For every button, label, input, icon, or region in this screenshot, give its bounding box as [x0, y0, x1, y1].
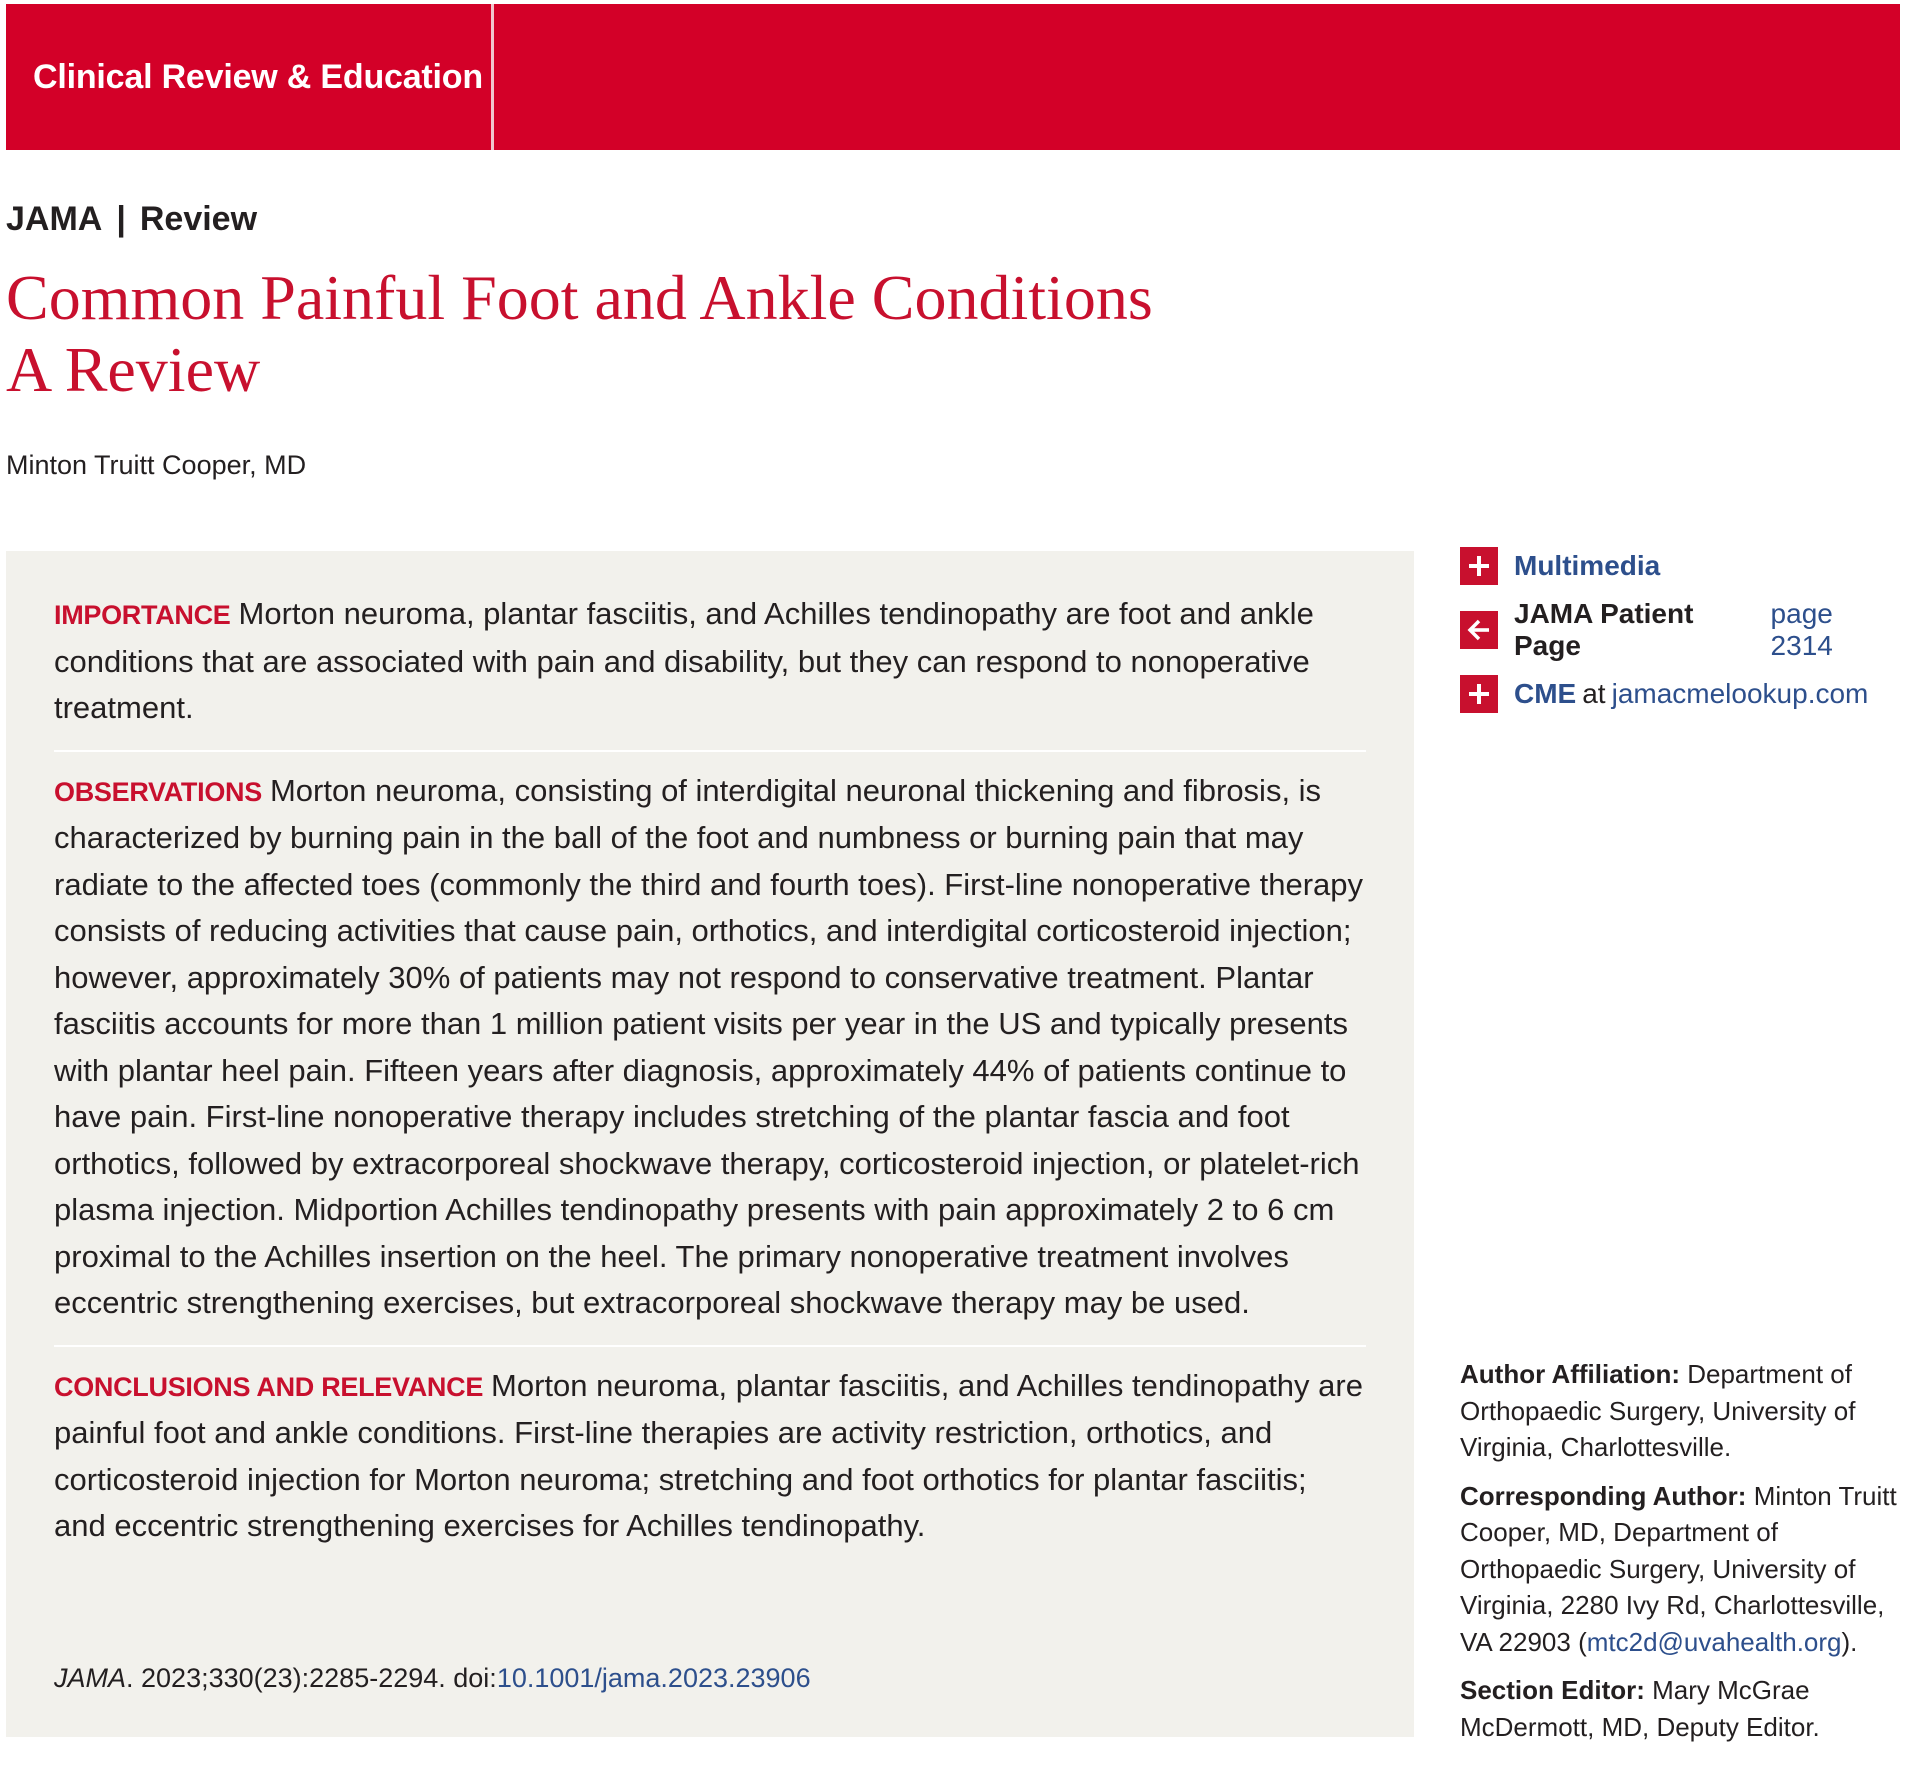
affiliation-text: Department of Orthopaedic Surgery, University of Virginia, Charlottesville. [1460, 1359, 1856, 1462]
citation-journal: JAMA [54, 1663, 127, 1693]
abstract-divider [54, 1345, 1366, 1347]
citation [54, 1663, 811, 1694]
section-editor-label: Section Editor: [1460, 1675, 1645, 1705]
abstract-conclusions [54, 1363, 1364, 1550]
patient-page-label: JAMA Patient Page [1514, 598, 1694, 661]
multimedia-link[interactable] [1460, 534, 1900, 598]
importance-text: Morton neuroma, plantar fasciitis, and Achilles tendinopathy are foot and ankle conditions that are associated with pain and disability, but they can respond to nonoperative treatment. [54, 596, 1314, 725]
abstract-divider [54, 750, 1366, 752]
patient-page-number[interactable]: page 2314 [1770, 598, 1833, 661]
section-editor [1460, 1672, 1900, 1745]
multimedia-label: Multimedia [1514, 550, 1661, 581]
observations-heading: OBSERVATIONS [54, 776, 262, 807]
cme-label: CME [1514, 678, 1577, 709]
plus-icon [1460, 675, 1498, 713]
cme-url[interactable]: jamacmelookup.com [1611, 678, 1869, 709]
title-line-2: A Review [6, 334, 261, 405]
article-title [6, 262, 1153, 406]
title-line-1: Common Painful Foot and Ankle Conditions [6, 262, 1153, 333]
sidebar-links [1460, 534, 1900, 726]
corresponding-text: Minton Truitt Cooper, MD, Department of Orthopaedic Surgery, University of Virginia, 2280 Ivy Rd, Charlottesville, VA 22903 ( [1460, 1480, 1897, 1657]
conclusions-text: Morton neuroma, plantar fasciitis, and Achilles tendinopathy are painful foot and ankle conditions. First-line therapies are activity restriction, orthotics, and corticosteroid injection for Morton neuroma; stretching and foot orthotics for plantar fasciitis; and eccentric strengthening exercises for Achilles tendinopathy. [54, 1367, 1363, 1543]
abstract-box [6, 551, 1414, 1737]
article-type: Review [139, 200, 258, 238]
corresponding-email[interactable]: mtc2d@uvahealth.org [1586, 1626, 1842, 1657]
journal-line [6, 200, 257, 239]
observations-text: Morton neuroma, consisting of interdigital neuronal thickening and fibrosis, is characterized by burning pain in the ball of the foot and numbness or burning pain that may radiate to the affected toes (commonly the third and fourth toes). First-line nonoperative therapy consists of reducing activities that cause pain, orthotics, and interdigital corticosteroid injection; however, approximately 30% of patients may not respond to conservative treatment. Plantar fasciitis accounts for more than 1 million patient visits per year in the US and typically presents with plantar heel pain. Fifteen years after diagnosis, approximately 44% of patients continue to have pain. First-line nonoperative therapy includes stretching of the plantar fascia and foot orthotics, followed by extracorporeal shockwave therapy, corticosteroid injection, or platelet-rich plasma injection. Midportion Achilles tendinopathy presents with pain approximately 2 to 6 cm proximal to the Achilles insertion on the heel. The primary nonoperative treatment involves eccentric strengthening exercises, but extracorporeal shockwave therapy may be used. [54, 772, 1364, 1320]
plus-icon [1460, 547, 1498, 585]
abstract-observations [54, 768, 1364, 1327]
section-label: Clinical Review & Education [6, 4, 494, 150]
corresponding-author [1460, 1478, 1900, 1661]
section-banner [6, 4, 1900, 150]
conclusions-heading: CONCLUSIONS AND RELEVANCE [54, 1371, 484, 1402]
importance-heading: IMPORTANCE [54, 600, 231, 630]
corresponding-label: Corresponding Author: [1460, 1480, 1747, 1511]
journal-separator: | [116, 200, 126, 238]
cme-connector: at [1582, 678, 1606, 709]
cme-link[interactable] [1460, 662, 1900, 726]
author-byline: Minton Truitt Cooper, MD [6, 450, 307, 480]
affiliation-label: Author Affiliation: [1460, 1359, 1680, 1389]
author-affiliation [1460, 1356, 1900, 1466]
citation-details: . 2023;330(23):2285-2294. doi: [126, 1663, 497, 1693]
abstract-importance [54, 591, 1364, 732]
article-notes [1460, 1356, 1900, 1757]
journal-name: JAMA [6, 200, 103, 238]
doi-link[interactable]: 10.1001/jama.2023.23906 [496, 1663, 811, 1693]
corresponding-close: ). [1841, 1626, 1858, 1657]
section-editor-text: Mary McGrae McDermott, MD, Deputy Editor. [1460, 1675, 1820, 1742]
patient-page-link[interactable] [1460, 598, 1900, 662]
arrow-left-icon [1460, 611, 1498, 649]
